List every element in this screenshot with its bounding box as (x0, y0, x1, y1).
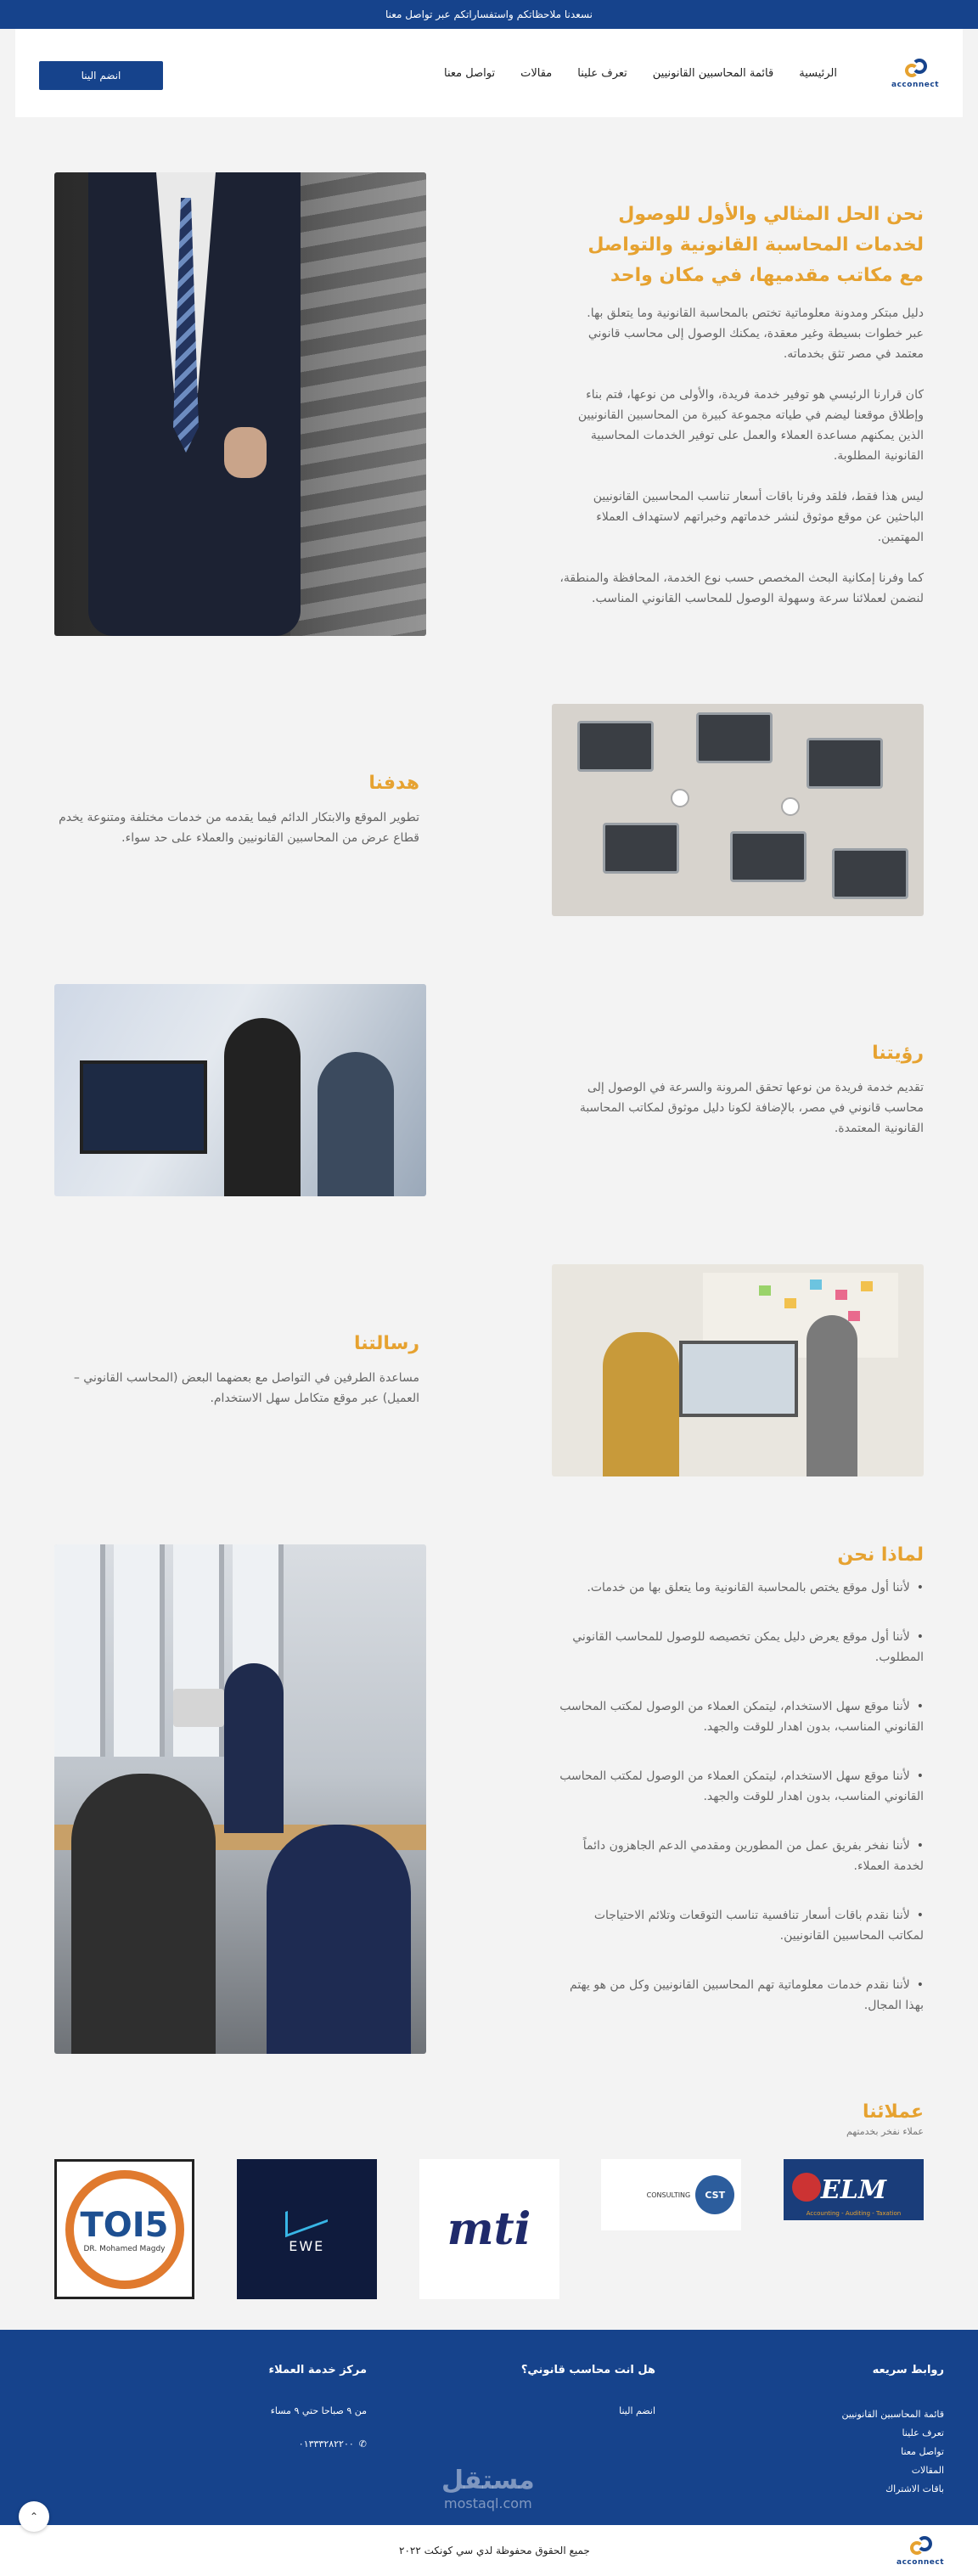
join-us-button[interactable]: انضم الينا (39, 61, 163, 90)
footer-phone-number: ٠١٣٣٣٢٨٢٢٠٠ (298, 2438, 354, 2449)
logo-text: acconnect (891, 81, 939, 89)
footer-accountant (521, 2364, 655, 2438)
list-item: • لأننا نفخر بفريق عمل من المطورين ومقدمي الدعم الجاهزون دائماً لخدمة العملاء. (559, 1836, 924, 1876)
meeting-photo (552, 1264, 924, 1476)
footer-support-title: مركز خدمة العملاء (268, 2364, 367, 2376)
chevron-up-icon: ⌃ (29, 2511, 39, 2523)
goal-text: تطوير الموقع والابتكار الدائم فيما يقدمه من خدمات مختلفة ومتنوعة يخدم قطاع عرض من المحاسبين القانونيين والعملاء على حد سواء. (59, 810, 419, 845)
intro-paragraph: ليس هذا فقط، فلقد وفرنا باقات أسعار تناسب المحاسبين القانونيين الباحثين عن موقع موثوق لنشر خدماتهم وخبراتهم لاستهداف العملاء المهتمين. (593, 490, 924, 544)
goal-title: هدفنا (368, 772, 419, 794)
why-us-title: لماذا نحن (837, 1544, 924, 1566)
logo-mark-icon (905, 2534, 936, 2558)
main-nav (444, 67, 837, 80)
why-us-section (54, 1544, 924, 2054)
mission-text: مساعدة الطرفين في التواصل مع بعضهما البعض (المحاسب القانوني – العميل) عبر موقع متكامل سهل الاستخدام. (73, 1370, 419, 1405)
intro-section (54, 172, 924, 636)
footer-link[interactable]: المقالات (911, 2465, 944, 2476)
nav-item-home[interactable]: الرئيسية (799, 66, 837, 80)
announcement-text: نسعدنا ملاحظاتكم واستفساراتكم عبر تواصل معنا (385, 8, 593, 20)
footer-quick-links (841, 2364, 944, 2499)
list-item: • لأننا نقدم باقات أسعار تنافسية تناسب التوقعات وتلائم الاحتياجات لمكاتب المحاسبين القانونيين. (559, 1905, 924, 1946)
client-logo-elm: ELM Accounting - Auditing - Taxation (784, 2159, 924, 2220)
team-computer-photo (54, 984, 426, 1196)
footer-accountant-title: هل انت محاسب قانوني؟ (520, 2364, 655, 2376)
intro-paragraph: دليل مبتكر ومدونة معلوماتية تختص بالمحاسبة القانونية وما يتعلق بها. (587, 307, 924, 320)
footer-link[interactable]: باقات الاشتراك (885, 2483, 944, 2494)
announcement-bar (0, 0, 978, 29)
site-header (15, 29, 963, 117)
footer-link[interactable]: تواصل معنا (901, 2446, 944, 2457)
copyright-text: جميع الحقوق محفوظة لدي سي كونكت ٢٠٢٢ (399, 2545, 590, 2556)
list-item: • لأننا أول موقع يعرض دليل يمكن تخصيصه للوصول للمحاسب القانوني المطلوب. (559, 1627, 924, 1668)
watermark-en: mostaql.com (444, 2495, 532, 2511)
footer-support (268, 2364, 367, 2472)
client-logo-ewe: EWE (237, 2159, 377, 2299)
footer-support-hours: من ٩ صباحا حتي ٩ مساء (270, 2405, 367, 2416)
phone-icon: ✆ (358, 2438, 367, 2449)
site-footer (0, 2330, 978, 2525)
mission-section (54, 1264, 924, 1476)
clients-subtitle: عملاء نفخر بخدمتهم (846, 2126, 924, 2137)
nav-item-accountants-list[interactable]: قائمة المحاسبين القانونيين (652, 66, 774, 80)
logo-text: acconnect (896, 2558, 944, 2567)
office-team-photo (54, 1544, 426, 2054)
list-item: • لأننا موقع سهل الاستخدام، ليتمكن العملاء من الوصول لمكتب المحاسب القانوني المناسب، بدون اهدار للوقت والجهد. (559, 1696, 924, 1737)
intro-title: نحن الحل المثالي والأول للوصول لخدمات المحاسبة القانونية والتواصل مع مكاتب مقدميها، في مكان واحد (587, 204, 924, 286)
list-item: • لأننا أول موقع يختص بالمحاسبة القانونية وما يتعلق بها من خدمات. (559, 1578, 924, 1598)
vision-section (54, 984, 924, 1196)
client-logo-cst: CST CONSULTING (601, 2159, 741, 2230)
vision-text: تقديم خدمة فريدة من نوعها تحقق المرونة والسرعة في الوصول إلى محاسب قانوني في مصر، بالإضافة لكونا دليل موثوق لمكاتب المحاسبة القانونية المعتمدة. (579, 1080, 924, 1135)
client-logo-mti: mti (419, 2159, 559, 2299)
watermark-ar: مستقل (441, 2466, 535, 2495)
scroll-to-top-button[interactable] (19, 2501, 49, 2532)
nav-item-articles[interactable]: مقالات (520, 66, 553, 80)
desk-laptops-photo (552, 704, 924, 916)
vision-title: رؤيتنا (872, 1042, 924, 1064)
nav-item-about[interactable]: تعرف علينا (577, 66, 627, 80)
footer-bottom-bar (0, 2511, 978, 2576)
nav-item-contact[interactable]: تواصل معنا (443, 66, 496, 80)
clients-title: عملائنا (863, 2101, 924, 2123)
clients-section (54, 2101, 924, 2299)
intro-paragraph: كان قرارنا الرئيسي هو توفير خدمة فريدة، والأولى من نوعها، فتم بناء وإطلاق موقعنا ليضم في طياته مجموعة كبيرة من المحاسبين القانونيين الذين يمكنهم مساعدة العملاء والعمل على توفير الخدمات المحاسبية القانونية المطلوبة. (577, 388, 924, 463)
site-logo[interactable] (891, 57, 939, 89)
mostaql-watermark (441, 2466, 535, 2511)
footer-quick-links-title: روابط سريعه (872, 2364, 944, 2376)
intro-paragraph: عبر خطوات بسيطة وغير معقدة، يمكنك الوصول إلى محاسب قانوني معتمد في مصر تثق بخدماته. (587, 327, 924, 361)
list-item: • لأننا موقع سهل الاستخدام، ليتمكن العملاء من الوصول لمكتب المحاسب القانوني المناسب، بدون اهدار للوقت والجهد. (559, 1766, 924, 1807)
footer-link[interactable]: تعرف علينا (902, 2427, 944, 2438)
clients-logos (54, 2159, 924, 2299)
footer-link[interactable]: قائمة المحاسبين القانونيين (841, 2409, 944, 2420)
businessman-photo (54, 172, 426, 636)
footer-phone[interactable] (268, 2438, 367, 2449)
why-us-list (559, 1578, 924, 2016)
client-logo-toi5: TOI5 DR. Mohamed Magdy (54, 2159, 194, 2299)
mission-title: رسالتنا (353, 1332, 419, 1354)
goal-section (54, 704, 924, 916)
footer-logo[interactable] (896, 2534, 944, 2567)
logo-mark-icon (900, 57, 930, 81)
footer-join-link[interactable]: انضم الينا (619, 2405, 655, 2416)
intro-paragraph: كما وفرنا إمكانية البحث المخصص حسب نوع الخدمة، المحافظة والمنطقة، لنضمن لعملائنا سرعة وسهولة الوصول للمحاسب القانوني المناسب. (559, 571, 924, 605)
list-item: • لأننا نقدم خدمات معلوماتية تهم المحاسبين القانونيين وكل من هو يهتم بهذا المجال. (559, 1975, 924, 2016)
